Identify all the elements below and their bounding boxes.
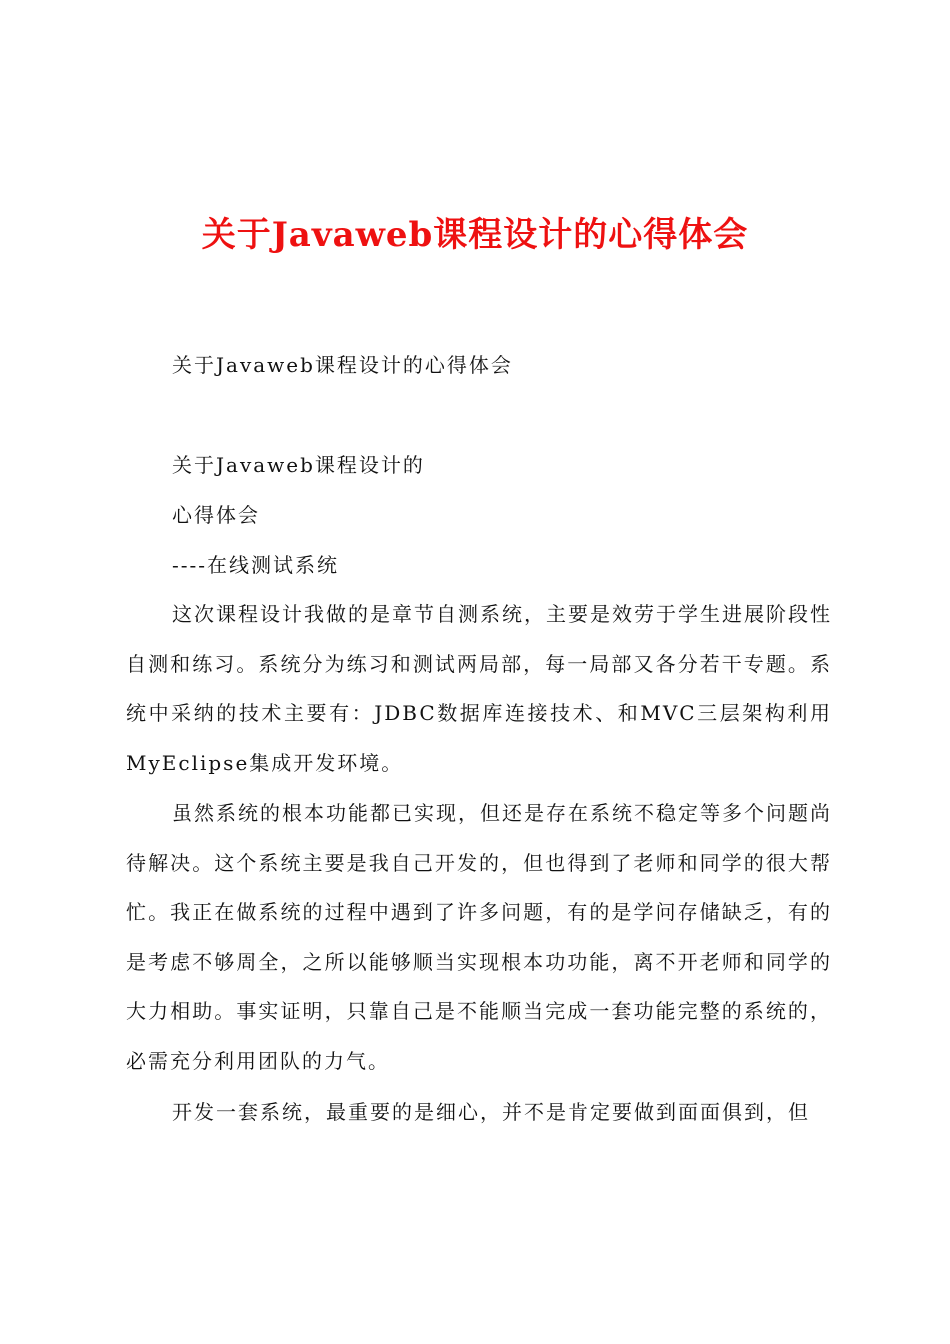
- heading-line-3: ----在线测试系统: [172, 553, 340, 577]
- paragraph-1: 这次课程设计我做的是章节自测系统，主要是效劳于学生进展阶段性自测和练习。系统分为练习和测试两局部，每一局部又各分若干专题。系统中采纳的技术主要有：JDBC数据库连接技术、和MVC三层架构利用MyEclipse集成开发环境。: [126, 602, 832, 775]
- paragraph-2: 虽然系统的根本功能都已实现，但还是存在系统不稳定等多个问题尚待解决。这个系统主要是我自己开发的，但也得到了老师和同学的很大帮忙。我正在做系统的过程中遇到了许多问题，有的是学问存储缺乏，有的是考虑不够周全，之所以能够顺当实现根本功功能，离不开老师和同学的大力相助。事实证明，只靠自己是不能顺当完成一套功能完整的系统的，必需充分利用团队的力气。: [126, 801, 832, 1073]
- document-title: 关于Javaweb课程设计的心得体会: [201, 215, 749, 255]
- subtitle-line: 关于Javaweb课程设计的心得体会: [172, 353, 513, 377]
- paragraph-3: 开发一套系统，最重要的是细心，并不是肯定要做到面面俱到，但: [172, 1100, 810, 1124]
- heading-line-1: 关于Javaweb课程设计的: [172, 453, 425, 477]
- heading-line-2: 心得体会: [172, 503, 260, 527]
